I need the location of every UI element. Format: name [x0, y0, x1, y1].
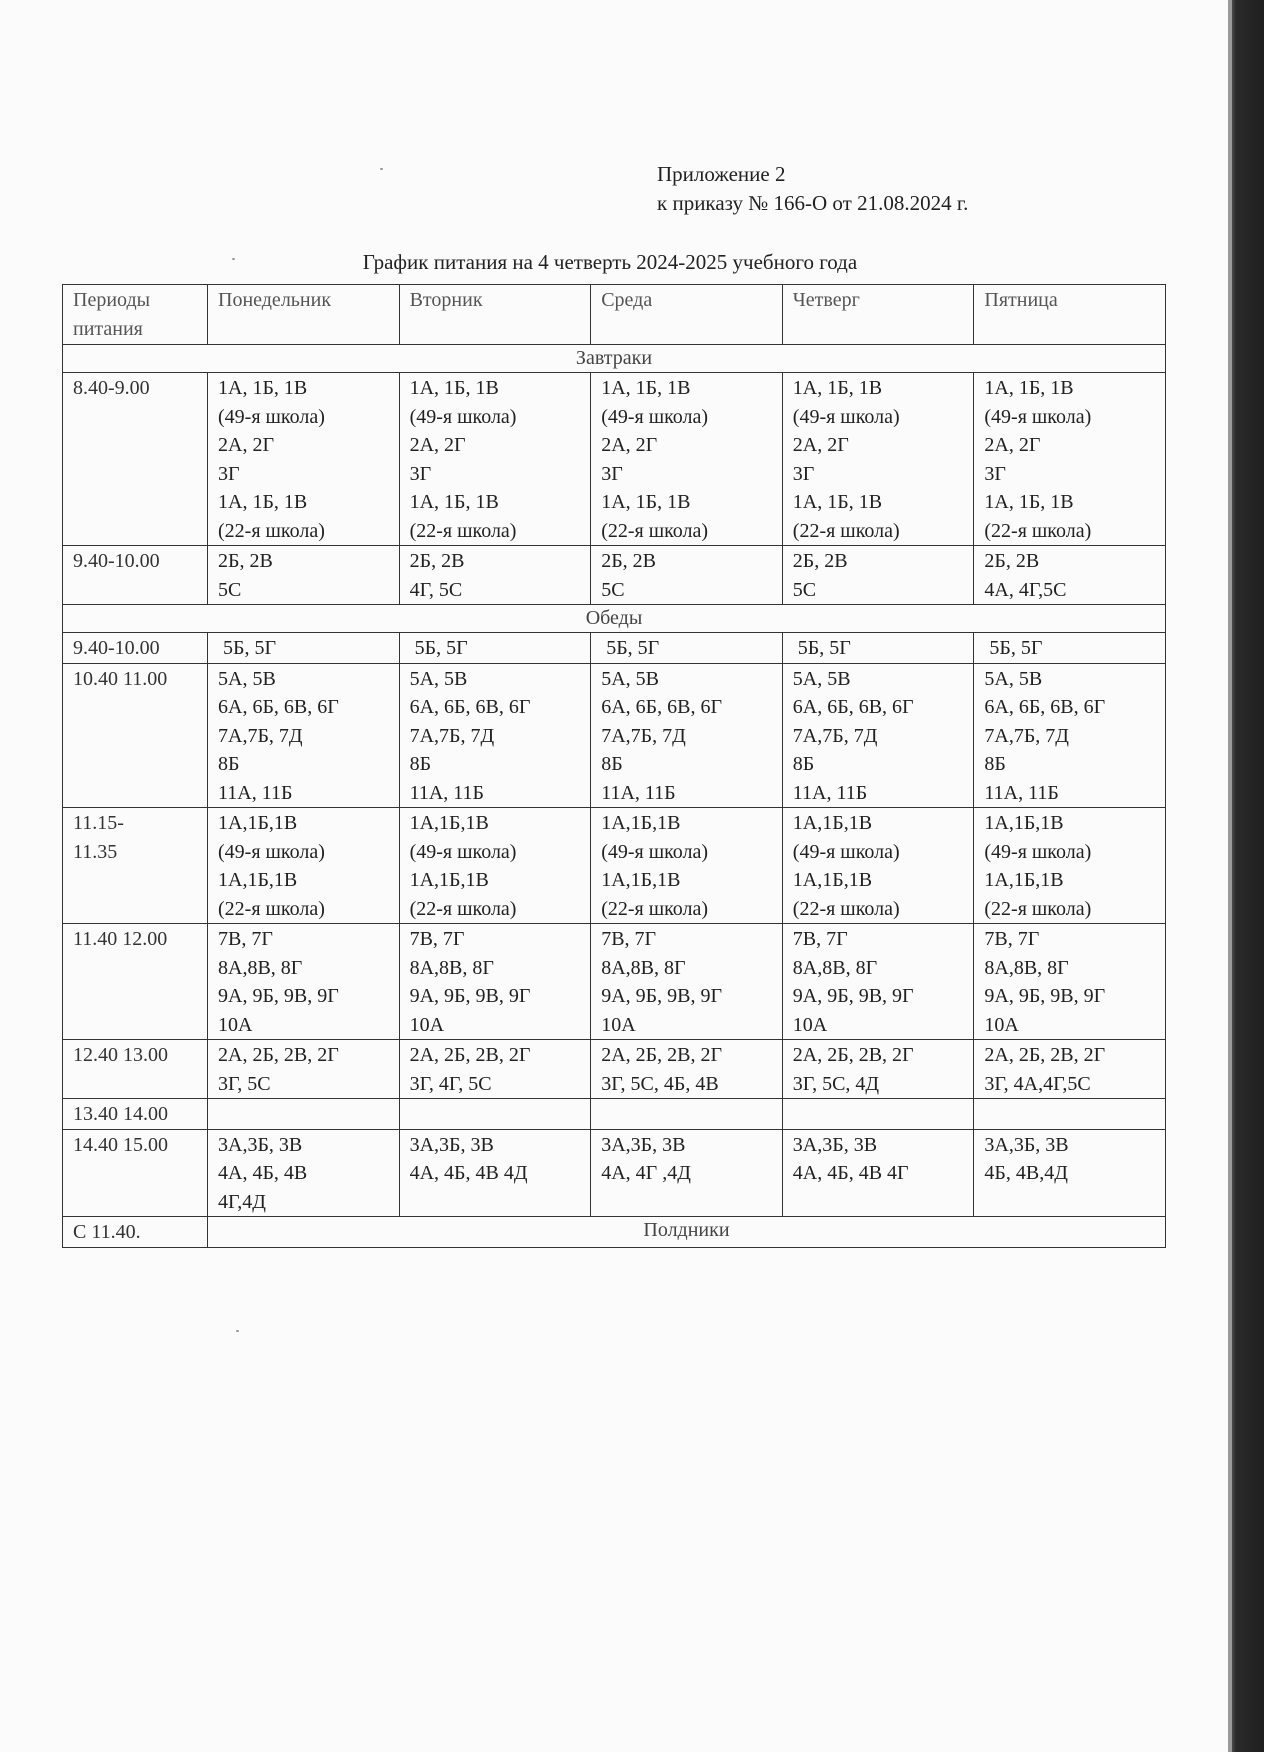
- table-row: [63, 373, 1166, 546]
- class-list-cell: [591, 1129, 783, 1217]
- period-cell: [63, 663, 208, 808]
- class-list-cell: [782, 808, 974, 924]
- class-group-line: 5Б, 5Г: [601, 637, 660, 659]
- class-group-line: (22-я школа): [792, 897, 900, 920]
- period-cell: [63, 808, 208, 924]
- class-group-line: 2Б, 2В: [409, 550, 465, 572]
- class-list-cell: [591, 1099, 783, 1130]
- period-line: 11.15-: [73, 812, 124, 834]
- class-group-line: 11А, 11Б: [601, 781, 676, 804]
- attachment-line-2: к приказу № 166-О от 21.08.2024 г.: [657, 191, 969, 215]
- class-group-line: 1А, 1Б, 1В: [792, 377, 883, 399]
- class-list-cell: [782, 373, 974, 546]
- class-group-line: 3Г: [409, 462, 432, 485]
- class-group-line: 6А, 6Б, 6В, 6Г: [792, 696, 914, 718]
- class-list-cell: [399, 808, 591, 924]
- meal-schedule-table: [62, 284, 1166, 1248]
- section-row: [63, 605, 1166, 633]
- class-list-cell: [399, 546, 591, 605]
- class-group-line: (22-я школа): [218, 519, 325, 542]
- class-list-cell: [974, 373, 1166, 546]
- class-group-line: 1А,1Б,1В: [409, 812, 489, 834]
- class-group-line: (22-я школа): [601, 519, 709, 542]
- table-row: [63, 546, 1166, 605]
- scan-speck: [236, 1330, 239, 1332]
- class-group-line: 8Б: [409, 753, 432, 775]
- section-row: [63, 345, 1166, 373]
- class-list-cell: [591, 546, 783, 605]
- table-header-row: [63, 285, 1166, 345]
- class-group-line: 7А,7Б, 7Д: [409, 724, 495, 747]
- class-list-cell: [974, 1129, 1166, 1217]
- class-list-cell: [974, 924, 1166, 1040]
- class-list-cell: [399, 663, 591, 808]
- class-group-line: 6А, 6Б, 6В, 6Г: [984, 696, 1106, 718]
- header-period-line: питания: [73, 317, 143, 340]
- header-day: Понедельник: [208, 285, 400, 345]
- class-group-line: 1А, 1Б, 1В: [601, 491, 691, 513]
- class-group-line: 1А,1Б,1В: [984, 869, 1064, 891]
- class-group-line: 8А,8В, 8Г: [984, 956, 1069, 979]
- class-group-line: 8А,8В, 8Г: [409, 956, 494, 979]
- class-group-line: 4А, 4Г,5С: [984, 578, 1067, 601]
- period-line: 13.40 14.00: [73, 1103, 168, 1125]
- class-group-line: 2А, 2Г: [409, 434, 466, 456]
- class-group-line: 10А: [409, 1013, 445, 1036]
- class-group-line: 11А, 11Б: [409, 781, 485, 804]
- class-list-cell: [782, 1099, 974, 1130]
- class-group-line: 2А, 2Г: [792, 434, 849, 456]
- table-row: [63, 633, 1166, 664]
- class-group-line: 2А, 2Г: [601, 434, 658, 456]
- class-group-line: 8А,8В, 8Г: [218, 956, 303, 979]
- class-group-line: 1А,1Б,1В: [984, 812, 1064, 834]
- class-group-line: 2А, 2Г: [984, 434, 1041, 456]
- class-group-line: 4А, 4Б, 4В 4Д: [409, 1162, 528, 1184]
- class-group-line: (49-я школа): [792, 405, 900, 428]
- class-group-line: 3Г, 4Г, 5С: [409, 1072, 492, 1095]
- period-cell: [63, 633, 208, 664]
- class-group-line: 1А, 1Б, 1В: [218, 377, 308, 399]
- class-list-cell: [782, 633, 974, 664]
- header-day: Пятница: [974, 285, 1166, 345]
- class-group-line: 4А, 4Б, 4В: [218, 1162, 308, 1184]
- period-cell: С 11.40.: [63, 1217, 208, 1248]
- class-group-line: 3Г, 5С: [218, 1072, 271, 1095]
- class-list-cell: [208, 663, 400, 808]
- class-group-line: 7А,7Б, 7Д: [601, 724, 686, 747]
- class-group-line: 3Г: [601, 462, 623, 485]
- class-group-line: 3Г, 4А,4Г,5С: [984, 1072, 1091, 1095]
- class-group-line: 1А, 1Б, 1В: [218, 491, 308, 513]
- class-group-line: 10А: [984, 1013, 1019, 1036]
- class-group-line: 10А: [792, 1013, 828, 1036]
- class-group-line: (22-я школа): [984, 897, 1092, 920]
- period-cell: [63, 1129, 208, 1217]
- class-list-cell: [974, 546, 1166, 605]
- class-list-cell: [208, 546, 400, 605]
- class-group-line: 9А, 9Б, 9В, 9Г: [792, 985, 914, 1007]
- class-group-line: (49-я школа): [218, 840, 325, 863]
- class-list-cell: [591, 663, 783, 808]
- class-group-line: 4Г,4Д: [218, 1190, 266, 1213]
- class-group-line: (49-я школа): [218, 405, 325, 428]
- class-group-line: (49-я школа): [792, 840, 900, 863]
- class-list-cell: [782, 1040, 974, 1099]
- class-group-line: 9А, 9Б, 9В, 9Г: [601, 985, 723, 1007]
- period-line: 9.40-10.00: [73, 550, 160, 572]
- class-list-cell: [974, 1099, 1166, 1130]
- class-group-line: 7В, 7Г: [409, 928, 465, 950]
- attachment-line-1: Приложение 2: [657, 162, 786, 186]
- class-list-cell: [399, 924, 591, 1040]
- period-cell: [63, 373, 208, 546]
- period-line: 11.35: [73, 840, 118, 863]
- class-group-line: 6А, 6Б, 6В, 6Г: [409, 696, 531, 718]
- class-group-line: 1А, 1Б, 1В: [409, 377, 499, 399]
- document-title-text: График питания на 4 четверть 2024-2025 учебного года: [362, 250, 858, 274]
- class-list-cell: [208, 1129, 400, 1217]
- table-row: [63, 808, 1166, 924]
- class-group-line: (49-я школа): [984, 840, 1092, 863]
- class-list-cell: [782, 663, 974, 808]
- class-group-line: 8А,8В, 8Г: [792, 956, 878, 979]
- class-group-line: 7В, 7Г: [218, 928, 273, 950]
- class-group-line: 9А, 9Б, 9В, 9Г: [409, 985, 531, 1007]
- class-list-cell: [591, 373, 783, 546]
- class-group-line: 2А, 2Б, 2В, 2Г: [792, 1044, 914, 1066]
- class-group-line: 4А, 4Г ,4Д: [601, 1162, 691, 1184]
- period-line: 9.40-10.00: [73, 637, 160, 659]
- class-group-line: 5Б, 5Г: [218, 637, 277, 659]
- class-group-line: 7А,7Б, 7Д: [984, 724, 1069, 747]
- class-group-line: 8Б: [984, 753, 1006, 775]
- class-group-line: 4Г, 5С: [409, 578, 463, 601]
- class-group-line: 5С: [601, 578, 625, 601]
- class-group-line: 8Б: [218, 753, 240, 775]
- table-row: [63, 1040, 1166, 1099]
- table-row: [63, 924, 1166, 1040]
- class-group-line: 2А, 2Б, 2В, 2Г: [218, 1044, 339, 1066]
- class-group-line: 1А,1Б,1В: [792, 869, 873, 891]
- period-cell: [63, 1099, 208, 1130]
- class-list-cell: [208, 1040, 400, 1099]
- class-list-cell: [399, 633, 591, 664]
- class-group-line: 8Б: [792, 753, 815, 775]
- table-row: [63, 1099, 1166, 1130]
- class-group-line: 2Б, 2В: [984, 550, 1040, 572]
- class-group-line: 1А,1Б,1В: [218, 869, 298, 891]
- class-list-cell: [208, 808, 400, 924]
- class-group-line: 3А,3Б, 3В: [601, 1133, 686, 1156]
- class-group-line: 2Б, 2В: [218, 550, 273, 572]
- class-group-line: 8А,8В, 8Г: [601, 956, 686, 979]
- class-group-line: 3Г: [218, 462, 240, 485]
- class-list-cell: [974, 808, 1166, 924]
- header-period-line: Периоды: [73, 289, 151, 311]
- class-group-line: 2А, 2Б, 2В, 2Г: [984, 1044, 1106, 1066]
- class-group-line: (49-я школа): [984, 405, 1092, 428]
- class-list-cell: [591, 633, 783, 664]
- class-group-line: 5А, 5В: [601, 667, 659, 690]
- class-group-line: 1А,1Б,1В: [601, 812, 681, 834]
- class-group-line: 11А, 11Б: [984, 781, 1059, 804]
- header-period: [63, 285, 208, 345]
- class-group-line: 3А,3Б, 3В: [792, 1133, 878, 1156]
- period-cell: [63, 1040, 208, 1099]
- class-group-line: 6А, 6Б, 6В, 6Г: [601, 696, 723, 718]
- class-group-line: (22-я школа): [409, 519, 517, 542]
- class-group-line: 4Б, 4В,4Д: [984, 1162, 1068, 1184]
- class-group-line: 3А,3Б, 3В: [218, 1133, 303, 1156]
- header-day: Среда: [591, 285, 783, 345]
- class-group-line: 5А, 5В: [984, 667, 1043, 690]
- scan-speck: [380, 168, 383, 170]
- class-group-line: 10А: [218, 1013, 253, 1036]
- class-group-line: (22-я школа): [984, 519, 1092, 542]
- class-group-line: 5А, 5В: [792, 667, 851, 690]
- class-group-line: 11А, 11Б: [792, 781, 868, 804]
- class-group-line: 3Г: [792, 462, 815, 485]
- class-group-line: 5А, 5В: [409, 667, 468, 690]
- class-group-line: 3Г: [984, 462, 1006, 485]
- class-group-line: 5Б, 5Г: [792, 637, 851, 659]
- class-group-line: 7А,7Б, 7Д: [218, 724, 303, 747]
- period-line: 8.40-9.00: [73, 377, 150, 399]
- class-group-line: (49-я школа): [409, 840, 517, 863]
- attachment-note: [657, 160, 968, 218]
- class-group-line: 3А,3Б, 3В: [409, 1133, 494, 1156]
- class-group-line: 9А, 9Б, 9В, 9Г: [218, 985, 339, 1007]
- class-list-cell: [591, 808, 783, 924]
- class-list-cell: [399, 1040, 591, 1099]
- class-group-line: 8Б: [601, 753, 623, 775]
- class-group-line: 5Б, 5Г: [409, 637, 468, 659]
- class-list-cell: [208, 1099, 400, 1130]
- class-group-line: 1А, 1Б, 1В: [792, 491, 883, 513]
- class-group-line: 7В, 7Г: [601, 928, 657, 950]
- document-title: [0, 250, 1220, 275]
- class-group-line: 1А,1Б,1В: [409, 869, 489, 891]
- table-row: [63, 663, 1166, 808]
- class-group-line: 4А, 4Б, 4В 4Г: [792, 1162, 909, 1184]
- class-group-line: 1А,1Б,1В: [601, 869, 681, 891]
- class-group-line: (22-я школа): [218, 897, 325, 920]
- class-group-line: 1А, 1Б, 1В: [409, 491, 499, 513]
- class-list-cell: [974, 633, 1166, 664]
- class-group-line: 11А, 11Б: [218, 781, 293, 804]
- class-list-cell: [208, 373, 400, 546]
- class-group-line: (22-я школа): [792, 519, 900, 542]
- class-list-cell: [399, 1129, 591, 1217]
- class-group-line: 2Б, 2В: [792, 550, 848, 572]
- snack-row: [63, 1217, 1166, 1248]
- class-group-line: 10А: [601, 1013, 636, 1036]
- class-group-line: 1А,1Б,1В: [792, 812, 873, 834]
- section-lunch: Обеды: [63, 605, 1166, 633]
- class-list-cell: [974, 1040, 1166, 1099]
- scanner-edge: [1228, 0, 1264, 1752]
- class-group-line: 5Б, 5Г: [984, 637, 1043, 659]
- header-day: Вторник: [399, 285, 591, 345]
- table-row: [63, 1129, 1166, 1217]
- class-list-cell: [782, 546, 974, 605]
- period-line: 10.40 11.00: [73, 667, 168, 690]
- section-breakfast: Завтраки: [63, 345, 1166, 373]
- header-day: Четверг: [782, 285, 974, 345]
- class-group-line: (49-я школа): [601, 840, 709, 863]
- class-group-line: 3Г, 5С, 4Б, 4В: [601, 1072, 719, 1095]
- period-cell: [63, 546, 208, 605]
- class-list-cell: [591, 924, 783, 1040]
- class-list-cell: [782, 924, 974, 1040]
- table-body: [63, 345, 1166, 1248]
- class-group-line: 3Г, 5С, 4Д: [792, 1072, 880, 1095]
- class-list-cell: [591, 1040, 783, 1099]
- class-group-line: 1А, 1Б, 1В: [601, 377, 691, 399]
- class-list-cell: [399, 1099, 591, 1130]
- class-group-line: 2Б, 2В: [601, 550, 657, 572]
- class-group-line: (22-я школа): [409, 897, 517, 920]
- class-group-line: 2А, 2Б, 2В, 2Г: [409, 1044, 531, 1066]
- class-group-line: 9А, 9Б, 9В, 9Г: [984, 985, 1106, 1007]
- class-group-line: 3А,3Б, 3В: [984, 1133, 1069, 1156]
- class-group-line: 5С: [218, 578, 242, 601]
- class-group-line: (49-я школа): [601, 405, 709, 428]
- class-group-line: 1А, 1Б, 1В: [984, 491, 1074, 513]
- period-cell: [63, 924, 208, 1040]
- class-group-line: 1А,1Б,1В: [218, 812, 298, 834]
- class-group-line: 5А, 5В: [218, 667, 276, 690]
- class-list-cell: [399, 373, 591, 546]
- period-line: 11.40 12.00: [73, 928, 168, 950]
- period-line: 14.40 15.00: [73, 1133, 168, 1156]
- period-line: 12.40 13.00: [73, 1044, 168, 1066]
- class-group-line: 1А, 1Б, 1В: [984, 377, 1074, 399]
- class-group-line: 7А,7Б, 7Д: [792, 724, 878, 747]
- class-group-line: 6А, 6Б, 6В, 6Г: [218, 696, 339, 718]
- class-list-cell: [208, 633, 400, 664]
- section-snack: Полдники: [208, 1217, 1166, 1248]
- class-group-line: (22-я школа): [601, 897, 709, 920]
- class-group-line: 2А, 2Б, 2В, 2Г: [601, 1044, 723, 1066]
- class-group-line: 2А, 2Г: [218, 434, 275, 456]
- class-group-line: 7В, 7Г: [792, 928, 848, 950]
- class-list-cell: [782, 1129, 974, 1217]
- class-group-line: 5С: [792, 578, 817, 601]
- class-list-cell: [974, 663, 1166, 808]
- class-group-line: 7В, 7Г: [984, 928, 1040, 950]
- class-group-line: (49-я школа): [409, 405, 517, 428]
- class-list-cell: [208, 924, 400, 1040]
